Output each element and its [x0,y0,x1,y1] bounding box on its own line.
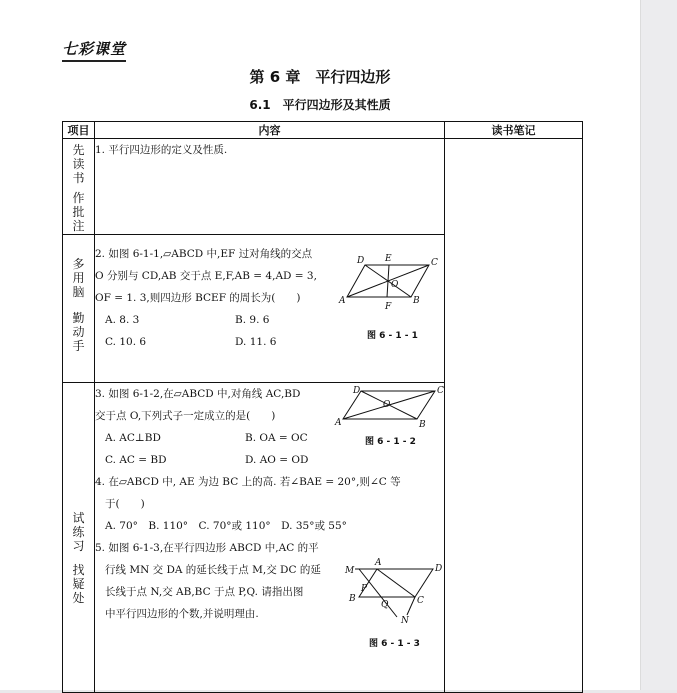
question-4-options: A. 70° B. 110° C. 70°或 110° D. 35°或 55° [105,520,347,532]
label-n: N [401,616,409,626]
option-d: D. 11. 6 [235,336,277,348]
question-4-line: 于( ) [105,498,145,510]
brand-logo: 七彩课堂 [62,38,126,62]
figure-6-1-2 [335,385,445,430]
question-3-line: 交于点 O,下列式子一定成立的是( ) [95,410,276,422]
side-label-bottom: 勤 动 手 [72,311,85,353]
header-notes: 读书笔记 [445,122,583,139]
question-5-line: 中平行四边形的个数,并说明理由. [105,608,259,620]
section-title: 6.1 平行四边形及其性质 [249,98,391,112]
figure-6-1-1 [339,251,443,315]
option-d: D. AO = OD [245,454,309,466]
side-label-bottom: 找 疑 处 [72,563,85,605]
label-c: C [417,596,424,606]
figure-6-1-3 [345,557,445,626]
side-label-cell [63,139,95,235]
figure-caption: 图 6 - 1 - 2 [365,437,416,447]
side-label-bottom: 作 批 注 [72,191,85,233]
question-1: 1. 平行四边形的定义及性质. [95,144,228,156]
label-e: E [385,254,392,264]
option-b: B. 9. 6 [235,314,270,326]
study-table [62,121,583,693]
question-2-line: 2. 如图 6-1-1,▱ABCD 中,EF 过对角线的交点 [95,248,313,260]
label-d: D [353,386,361,396]
question-2-line: OF = 1. 3,则四边形 BCEF 的周长为( ) [95,292,301,304]
notes-cell [445,139,583,693]
question-4-line: 4. 在▱ABCD 中, AE 为边 BC 上的高. 若∠BAE = 20°,则∠C 等 [95,476,401,488]
label-c: C [431,258,438,268]
label-o: O [383,400,391,410]
question-2-line: O 分别与 CD,AB 交于点 E,F,AB = 4,AD = 3, [95,270,317,282]
content-cell [95,235,445,383]
label-d: D [435,564,443,574]
label-c: C [437,386,444,396]
option-c: C. AC = BD [105,454,167,466]
side-label-cell [63,383,95,693]
question-3-line: 3. 如图 6-1-2,在▱ABCD 中,对角线 AC,BD [95,388,301,400]
label-b: B [349,594,356,604]
label-d: D [357,256,365,266]
label-a: A [375,558,382,568]
option-a: A. 8. 3 [105,314,140,326]
header-item: 项目 [63,122,95,139]
scrollbar[interactable] [640,0,677,690]
label-b: B [419,420,426,430]
header-content: 内容 [95,122,445,139]
figure-caption: 图 6 - 1 - 3 [369,639,420,649]
question-5-line: 5. 如图 6-1-3,在平行四边形 ABCD 中,AC 的平 [95,542,319,554]
label-f: F [385,302,392,312]
side-label-top: 试 练 习 [72,511,85,553]
question-5-line: 行线 MN 交 DA 的延长线于点 M,交 DC 的延 [105,564,321,576]
label-o: O [391,280,399,290]
side-label-top: 先 读 书 [72,143,85,185]
side-label-top: 多 用 脑 [72,257,85,299]
option-b: B. OA = OC [245,432,308,444]
content-cell [95,383,445,693]
label-a: A [339,296,346,306]
label-q: Q [381,600,389,610]
figure-caption: 图 6 - 1 - 1 [367,331,418,341]
option-c: C. 10. 6 [105,336,147,348]
question-5-line: 长线于点 N,交 AB,BC 于点 P,Q. 请指出图 [105,586,304,598]
label-m: M [345,566,355,576]
label-a: A [335,418,342,428]
side-label-cell [63,235,95,383]
label-b: B [413,296,420,306]
content-cell [95,139,445,235]
label-p: P [361,584,368,594]
option-a: A. AC⊥BD [105,432,161,444]
chapter-title: 第 6 章 平行四边形 [249,68,391,86]
